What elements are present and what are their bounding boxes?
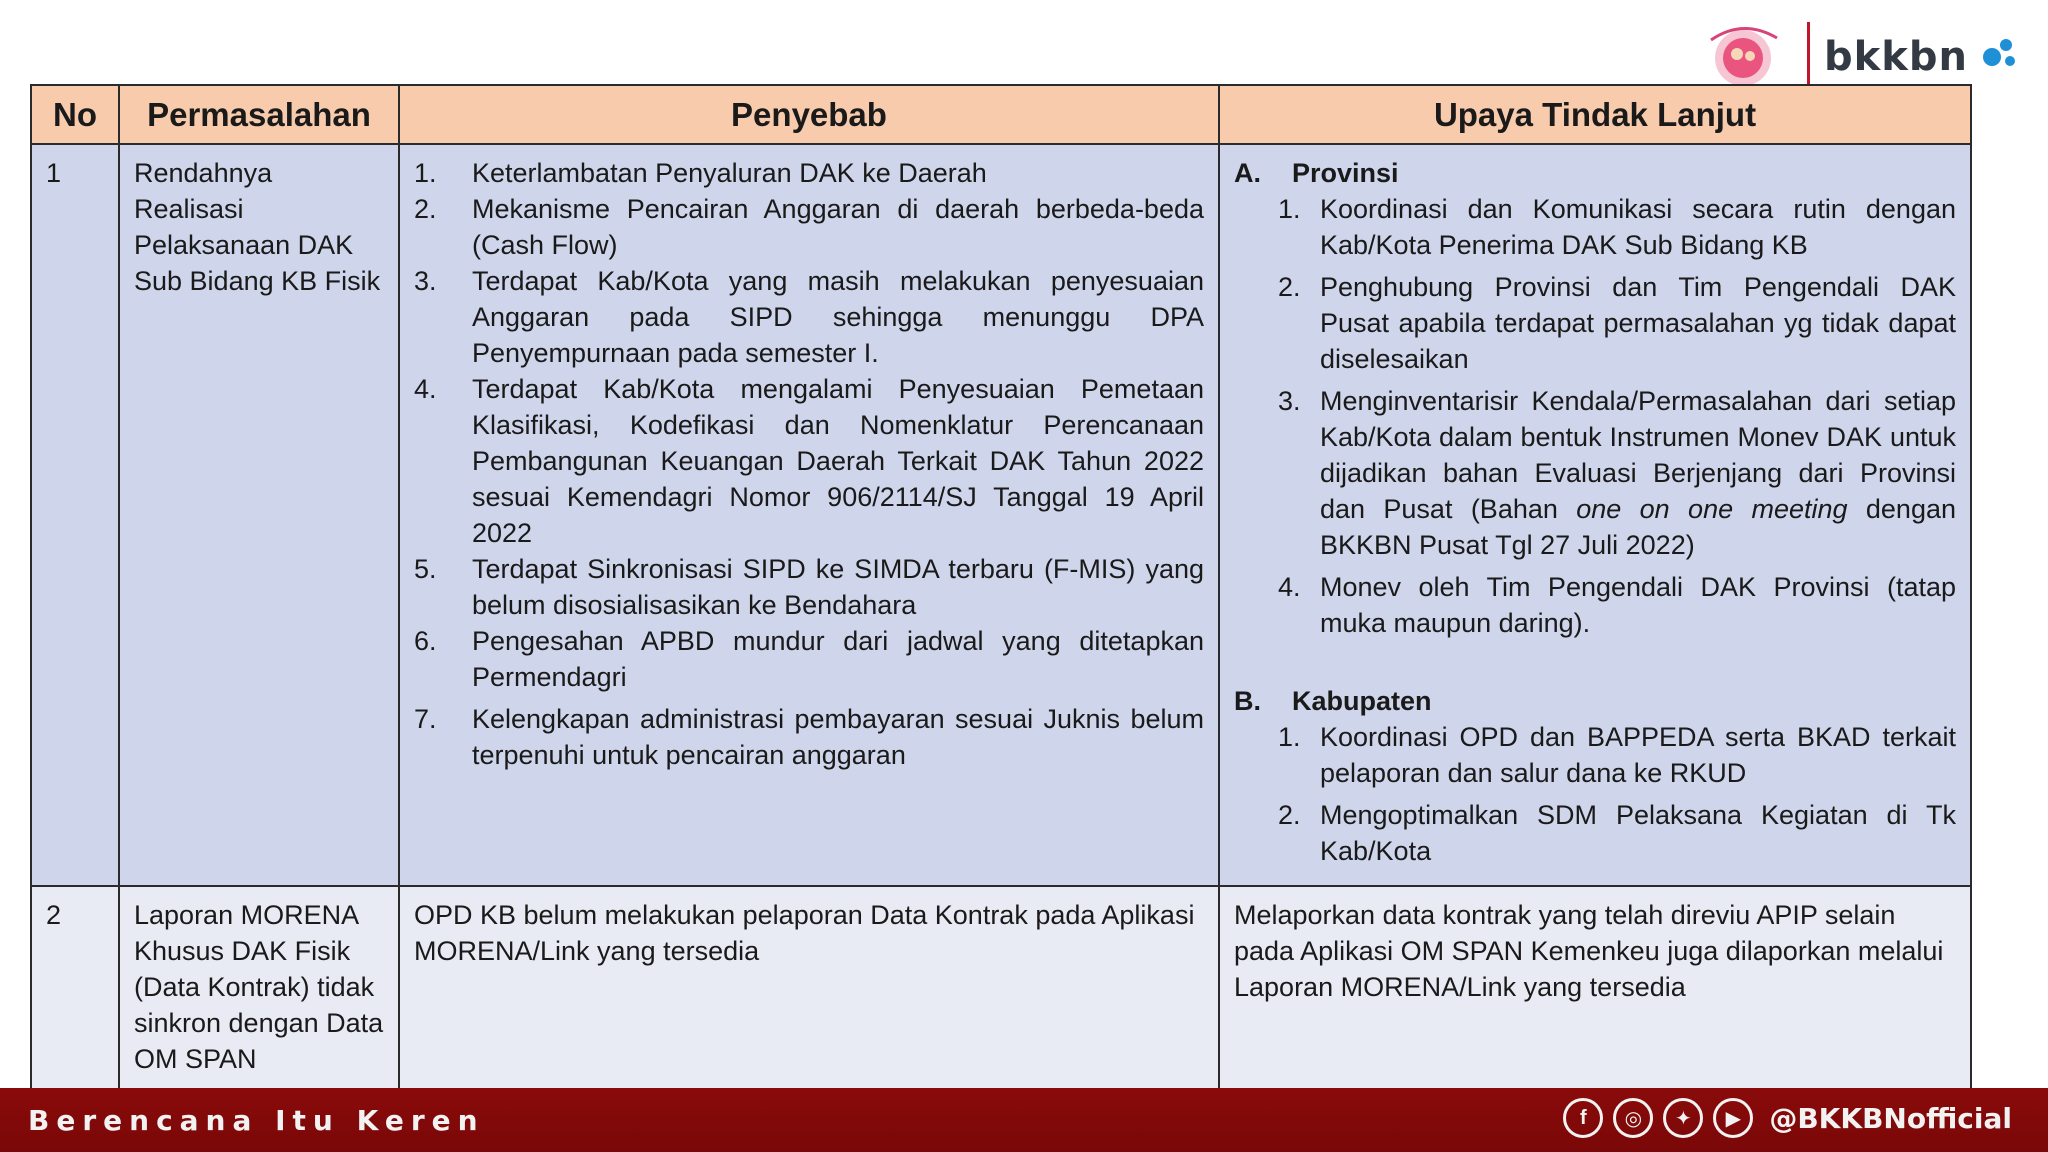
cause-item: 4. Terdapat Kab/Kota mengalami Penyesuaian Pemetaan Klasifikasi, Kodefikasi dan Nomenklatur Perencanaan Pembangunan Keuangan Daerah Terkait DAK Tahun 2022 sesuai Kemendagri Nomor 906/2114/SJ Tanggal 19 April 2022 xyxy=(414,374,1204,548)
logo-area xyxy=(1697,18,2020,88)
provinsi-action-list xyxy=(1278,191,1956,641)
bkkbn-logo xyxy=(1824,29,2020,80)
kabupaten-action-list xyxy=(1278,719,1956,869)
cause-item: 6. Pengesahan APBD mundur dari jadwal yang ditetapkan Permendagri xyxy=(414,626,1204,692)
action-item: 2. Mengoptimalkan SDM Pelaksana Kegiatan di Tk Kab/Kota xyxy=(1278,800,1956,866)
bkkbn-logo-text: bkkbn xyxy=(1824,34,1968,80)
row1-actions xyxy=(1219,144,1971,886)
footer-tagline: Berencana Itu Keren xyxy=(28,1104,485,1137)
header-action: Upaya Tindak Lanjut xyxy=(1219,85,1971,144)
campaign-logo-icon xyxy=(1697,18,1793,88)
youtube-icon[interactable]: ▶ xyxy=(1713,1098,1753,1138)
logo-divider xyxy=(1807,22,1810,84)
row2-problem: Laporan MORENA Khusus DAK Fisik (Data Kontrak) tidak sinkron dengan Data OM SPAN xyxy=(119,886,399,1112)
social-links xyxy=(1563,1098,2012,1138)
action-item: 4. Monev oleh Tim Pengendali DAK Provinsi (tatap muka maupun daring). xyxy=(1278,572,1956,638)
action-item: 3. Menginventarisir Kendala/Permasalahan dari setiap Kab/Kota dalam bentuk Instrumen Monev DAK untuk dijadikan bahan Evaluasi Berjenjang dari Provinsi dan Pusat (Bahan one on one meeting dengan BKKBN Pusat Tgl 27 Juli 2022) xyxy=(1278,386,1956,560)
section-heading-kabupaten: B. Kabupaten xyxy=(1234,686,1432,716)
header-cause: Penyebab xyxy=(399,85,1219,144)
row1-problem: Rendahnya Realisasi Pelaksanaan DAK Sub Bidang KB Fisik xyxy=(119,144,399,886)
facebook-icon[interactable]: f xyxy=(1563,1098,1603,1138)
instagram-icon[interactable]: ◎ xyxy=(1613,1098,1653,1138)
header-problem: Permasalahan xyxy=(119,85,399,144)
cause-item: 1. Keterlambatan Penyaluran DAK ke Daerah xyxy=(414,158,987,188)
row2-action: Melaporkan data kontrak yang telah direviu APIP selain pada Aplikasi OM SPAN Kemenkeu juga dilaporkan melalui Laporan MORENA/Link yang tersedia xyxy=(1219,886,1971,1112)
cause-item: 2. Mekanisme Pencairan Anggaran di daerah berbeda-beda (Cash Flow) xyxy=(414,194,1204,260)
action-item: 2. Penghubung Provinsi dan Tim Pengendali DAK Pusat apabila terdapat permasalahan yg tidak dapat diselesaikan xyxy=(1278,272,1956,374)
row2-no: 2 xyxy=(31,886,119,1112)
cause-list xyxy=(414,155,1204,773)
table-row xyxy=(31,144,1971,886)
cause-item: 7. Kelengkapan administrasi pembayaran sesuai Juknis belum terpenuhi untuk pencairan anggaran xyxy=(414,704,1204,770)
section-heading-provinsi: A. Provinsi xyxy=(1234,158,1399,188)
row2-cause: OPD KB belum melakukan pelaporan Data Kontrak pada Aplikasi MORENA/Link yang tersedia xyxy=(399,886,1219,1112)
row1-causes xyxy=(399,144,1219,886)
cause-item: 3. Terdapat Kab/Kota yang masih melakukan penyesuaian Anggaran pada SIPD sehingga menunggu DPA Penyempurnaan pada semester I. xyxy=(414,266,1204,368)
bkkbn-mark-icon xyxy=(1972,29,2020,77)
social-handle[interactable]: @BKKBNofficial xyxy=(1769,1101,2012,1135)
action-item: 1. Koordinasi dan Komunikasi secara rutin dengan Kab/Kota Penerima DAK Sub Bidang KB xyxy=(1278,194,1956,260)
action-item: 1. Koordinasi OPD dan BAPPEDA serta BKAD terkait pelaporan dan salur dana ke RKUD xyxy=(1278,722,1956,788)
row1-no: 1 xyxy=(31,144,119,886)
table-row xyxy=(31,886,1971,1112)
header-no: No xyxy=(31,85,119,144)
issues-table xyxy=(30,84,1972,1113)
twitter-icon[interactable]: ✦ xyxy=(1663,1098,1703,1138)
table-header-row xyxy=(31,85,1971,144)
cause-item: 5. Terdapat Sinkronisasi SIPD ke SIMDA terbaru (F-MIS) yang belum disosialisasikan ke Bendahara xyxy=(414,554,1204,620)
